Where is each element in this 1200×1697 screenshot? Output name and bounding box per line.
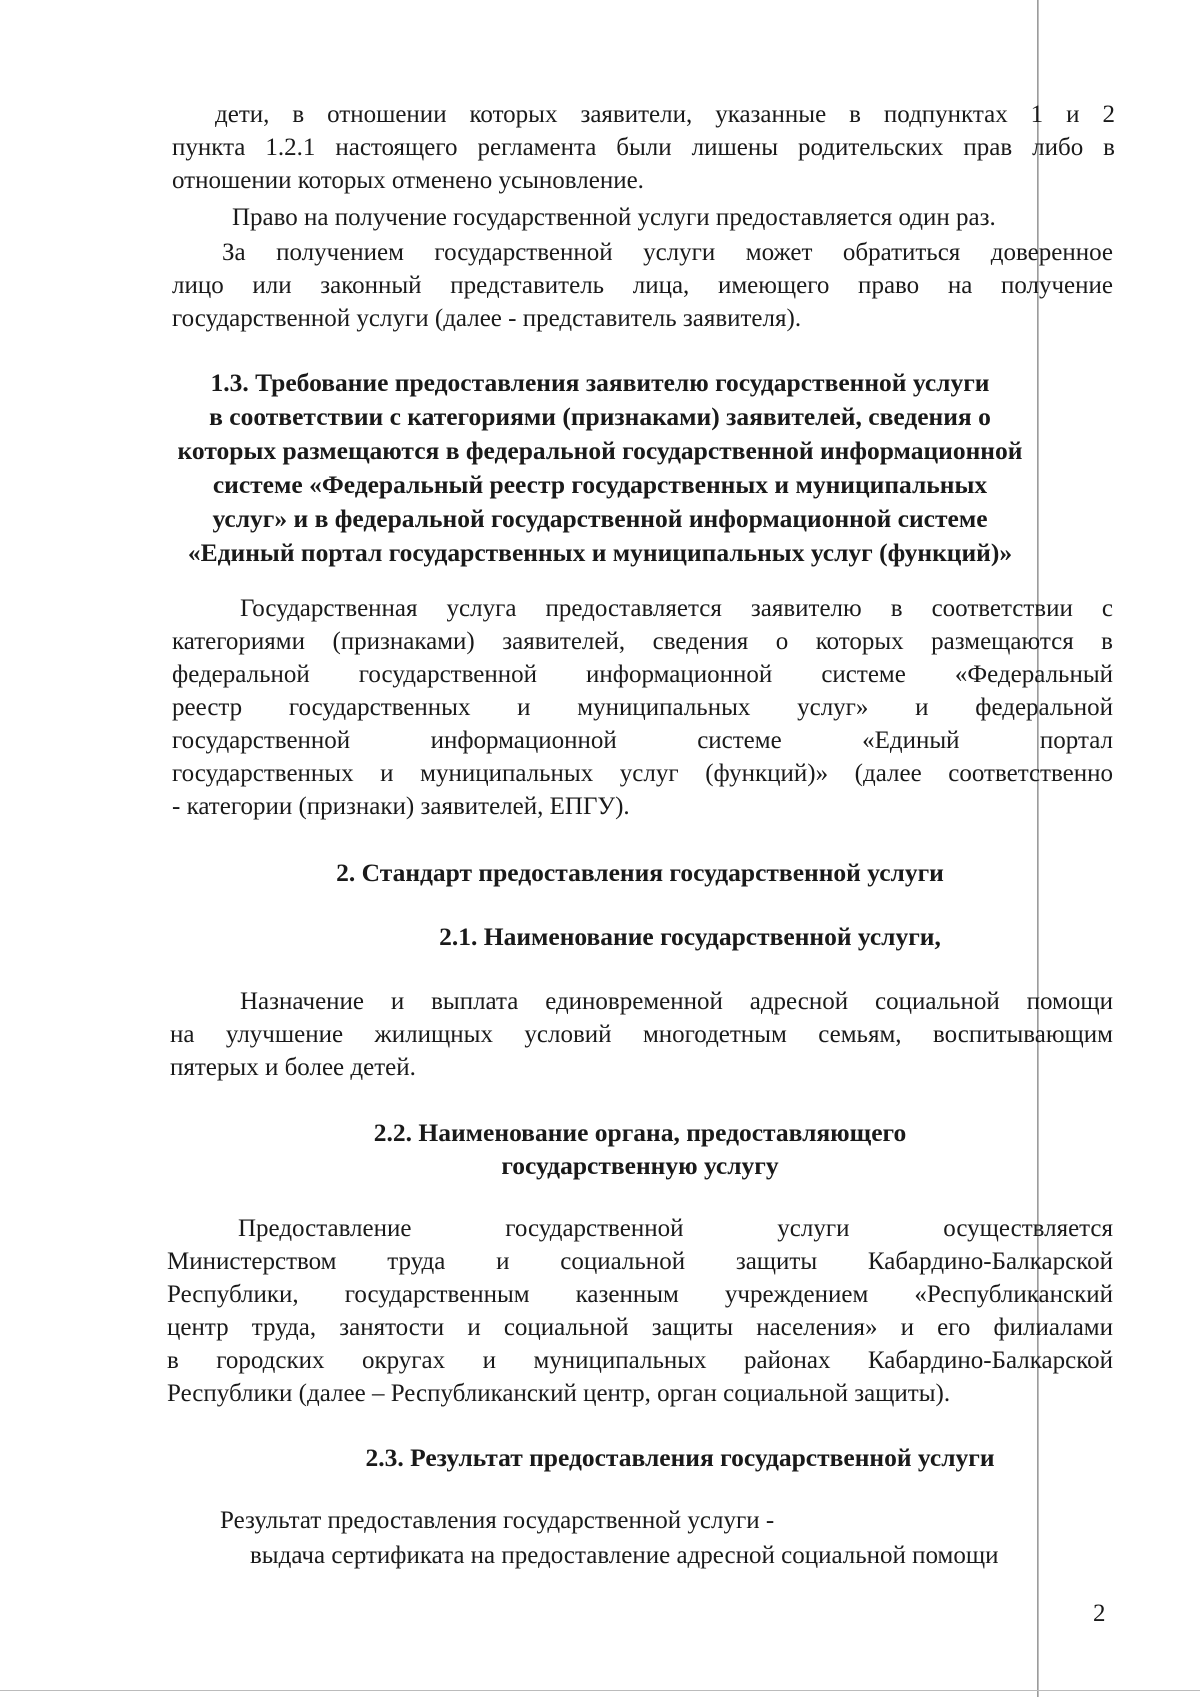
section-heading-2-2: государственную услугу <box>501 1151 779 1180</box>
section-heading-1-3: 1.3. Требование предоставления заявителю государственной услуги <box>210 368 990 397</box>
text-line: категориями (признаками) заявителей, сведения о которых размещаются в <box>172 628 1113 655</box>
section-heading-2-3: 2.3. Результат предоставления государственной услуги <box>365 1443 995 1472</box>
section-heading-1-3: которых размещаются в федеральной государственной информационной <box>177 436 1023 465</box>
text-line: Министерством труда и социальной защиты Кабардино-Балкарской <box>167 1248 1113 1275</box>
section-heading-2: 2. Стандарт предоставления государственной услуги <box>336 858 944 887</box>
text-line: государственной информационной системе «Единый портал <box>172 727 1113 754</box>
page-number: 2 <box>1093 1600 1106 1627</box>
text-line: Результат предоставления государственной услуги - <box>220 1507 775 1534</box>
text-line: на улучшение жилищных условий многодетным семьям, воспитывающим <box>170 1021 1113 1048</box>
text-line: Право на получение государственной услуги предоставляется один раз. <box>232 204 996 231</box>
section-heading-1-3: «Единый портал государственных и муниципальных услуг (функций)» <box>187 538 1013 567</box>
text-line: За получением государственной услуги может обратиться доверенное <box>222 239 1113 266</box>
text-line: - категории (признаки) заявителей, ЕПГУ). <box>172 793 630 820</box>
text-line: Назначение и выплата единовременной адресной социальной помощи <box>240 988 1113 1015</box>
text-line: государственных и муниципальных услуг (функций)» (далее соответственно <box>172 760 1113 787</box>
text-line: дети, в отношении которых заявители, указанные в подпунктах 1 и 2 <box>215 101 1115 128</box>
text-line: пятерых и более детей. <box>170 1054 416 1081</box>
section-heading-1-3: в соответствии с категориями (признаками) заявителей, сведения о <box>209 402 991 431</box>
text-line: выдача сертификата на предоставление адресной социальной помощи <box>250 1542 999 1569</box>
text-line: в городских округах и муниципальных районах Кабардино-Балкарской <box>167 1347 1113 1374</box>
section-heading-2-1: 2.1. Наименование государственной услуги, <box>439 922 941 951</box>
text-line: Республики, государственным казенным учреждением «Республиканский <box>167 1281 1113 1308</box>
text-line: Республики (далее – Республиканский центр, орган социальной защиты). <box>167 1380 951 1407</box>
text-line: пункта 1.2.1 настоящего регламента были лишены родительских прав либо в <box>172 134 1115 161</box>
text-line: Государственная услуга предоставляется заявителю в соответствии с <box>240 595 1113 622</box>
text-line: отношении которых отменено усыновление. <box>172 167 644 194</box>
text-line: реестр государственных и муниципальных услуг» и федеральной <box>172 694 1113 721</box>
section-heading-1-3: услуг» и в федеральной государственной информационной системе <box>212 504 988 533</box>
section-heading-1-3: системе «Федеральный реестр государственных и муниципальных <box>212 470 988 499</box>
section-heading-2-2: 2.2. Наименование органа, предоставляющего <box>373 1118 907 1147</box>
text-line: лицо или законный представитель лица, имеющего право на получение <box>172 272 1113 299</box>
text-line: центр труда, занятости и социальной защиты населения» и его филиалами <box>167 1314 1113 1341</box>
text-line: государственной услуги (далее - представитель заявителя). <box>172 305 802 332</box>
text-line: федеральной государственной информационной системе «Федеральный <box>172 661 1113 688</box>
scan-bottom-edge <box>0 1690 1200 1691</box>
text-line: Предоставление государственной услуги осуществляется <box>238 1215 1113 1242</box>
